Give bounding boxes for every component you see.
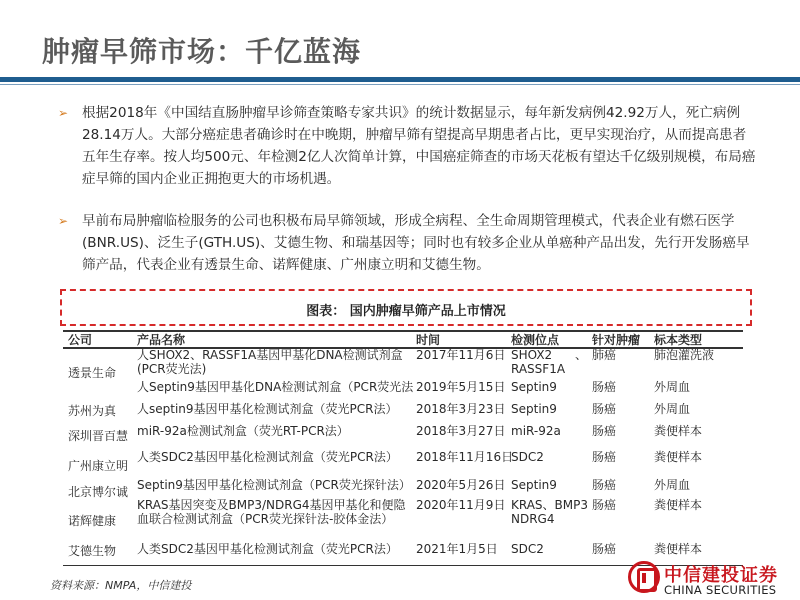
cell-site: RASSF1A: [511, 362, 566, 376]
cell-product: 血联合检测试剂盒（PCR荧光探针法-胶体金法）: [137, 512, 394, 526]
cell-site: Septin9: [511, 380, 557, 394]
cell-company: 透景生命: [68, 366, 117, 380]
title-divider: [0, 77, 800, 82]
cell-time: 2019年5月15日: [416, 380, 506, 394]
cell-sample: 粪便样本: [654, 542, 703, 556]
cell-tumor: 肠癌: [592, 478, 617, 492]
cell-product: 人Septin9基因甲基化DNA检测试剂盒（PCR荧光法: [137, 380, 414, 394]
bullet-paragraph-2: [58, 210, 758, 276]
bullet-text: 根据2018年《中国结直肠肿瘤早诊筛查策略专家共识》的统计数据显示，每年新发病例42.92万人，死亡病例28.14万人。大部分癌症患者确诊时在中晚期，肿瘤早筛有望提高早期患者占比，更早实现治疗，从而提高患者五年生存率。按人均500元、年检测2亿人次简单计算，中国癌症筛查的市场天花板有望达千亿级别规模，布局癌症早筛的国内企业正拥抱更大的市场机遇。: [82, 105, 756, 187]
table-top-rule: [63, 330, 743, 332]
bullet-arrow-icon: ➢: [58, 214, 69, 228]
column-header-site: 检测位点: [511, 333, 560, 347]
cell-product: KRAS基因突变及BMP3/NDRG4基因甲基化和便隐: [137, 498, 406, 512]
cell-company: 艾德生物: [68, 544, 117, 558]
cell-site: SHOX2 、: [511, 348, 588, 362]
cell-product: (PCR荧光法): [137, 362, 207, 376]
cell-time: 2017年11月6日: [416, 348, 506, 362]
cell-tumor: 肠癌: [592, 424, 617, 438]
cell-company: 诺辉健康: [68, 514, 117, 528]
cell-time: 2018年3月27日: [416, 424, 506, 438]
bullet-arrow-icon: ➢: [58, 106, 69, 120]
page-title: 肿瘤早筛市场：千亿蓝海: [42, 35, 362, 68]
cell-sample: 外周血: [654, 402, 691, 416]
cell-time: 2020年5月26日: [416, 478, 506, 492]
cell-site: KRAS、BMP3: [511, 498, 589, 512]
logo-name-en: CHINA SECURITIES: [664, 583, 777, 597]
cell-company: 北京博尔诚: [68, 485, 129, 499]
cell-time: 2018年11月16日: [416, 450, 514, 464]
cell-site: Septin9: [511, 402, 557, 416]
cell-product: 人septin9基因甲基化检测试剂盒（荧光PCR法）: [137, 402, 398, 416]
table-caption: 图表： 国内肿瘤早筛产品上市情况: [306, 304, 506, 319]
table-caption-box: [60, 289, 752, 326]
cell-site: miR-92a: [511, 424, 561, 438]
cell-tumor: 肠癌: [592, 450, 617, 464]
cell-tumor: 肺癌: [592, 348, 617, 362]
citic-logo-icon: [628, 561, 660, 593]
bullet-text: 早前布局肿瘤临检服务的公司也积极布局早筛领域，形成全病程、全生命周期管理模式，代表企业有燃石医学(BNR.US)、泛生子(GTH.US)、艾德生物、和瑞基因等；同时也有较多企业从单癌种产品出发，先行开发肠癌早筛产品，代表企业有透景生命、诺辉健康、广州康立明和艾德生物。: [82, 213, 750, 273]
cell-product: 人SHOX2、RASSF1A基因甲基化DNA检测试剂盒: [137, 348, 403, 362]
title-divider-thin: [0, 84, 800, 85]
cell-time: 2021年1月5日: [416, 542, 498, 556]
cell-sample: 粪便样本: [654, 450, 703, 464]
column-header-time: 时间: [416, 333, 441, 347]
column-header-sample: 标本类型: [654, 333, 703, 347]
cell-product: miR-92a检测试剂盒（荧光RT-PCR法）: [137, 424, 349, 438]
column-header-tumor: 针对肿瘤: [592, 333, 641, 347]
source-note: 资料来源：NMPA，中信建投: [50, 579, 192, 592]
cell-site: SDC2: [511, 450, 544, 464]
logo-name-cn: 中信建投证券: [664, 565, 778, 586]
cell-product: 人类SDC2基因甲基化检测试剂盒（荧光PCR法）: [137, 542, 398, 556]
cell-sample: 肺泡灌洗液: [654, 348, 715, 362]
cell-tumor: 肠癌: [592, 498, 617, 512]
cell-product: Septin9基因甲基化检测试剂盒（PCR荧光探针法）: [137, 478, 411, 492]
cell-site: NDRG4: [511, 512, 555, 526]
cell-company: 广州康立明: [68, 459, 129, 473]
cell-company: 苏州为真: [68, 404, 117, 418]
cell-site: SDC2: [511, 542, 544, 556]
cell-tumor: 肠癌: [592, 402, 617, 416]
bullet-paragraph-1: [58, 102, 758, 190]
cell-time: 2018年3月23日: [416, 402, 506, 416]
column-header-product: 产品名称: [137, 333, 186, 347]
cell-time: 2020年11月9日: [416, 498, 506, 512]
column-header-company: 公司: [68, 333, 93, 347]
cell-company: 深圳晋百慧: [68, 429, 129, 443]
cell-tumor: 肠癌: [592, 542, 617, 556]
cell-tumor: 肠癌: [592, 380, 617, 394]
cell-site: Septin9: [511, 478, 557, 492]
cell-sample: 粪便样本: [654, 424, 703, 438]
cell-sample: 外周血: [654, 380, 691, 394]
cell-product: 人类SDC2基因甲基化检测试剂盒（荧光PCR法）: [137, 450, 398, 464]
cell-sample: 外周血: [654, 478, 691, 492]
cell-sample: 粪便样本: [654, 498, 703, 512]
